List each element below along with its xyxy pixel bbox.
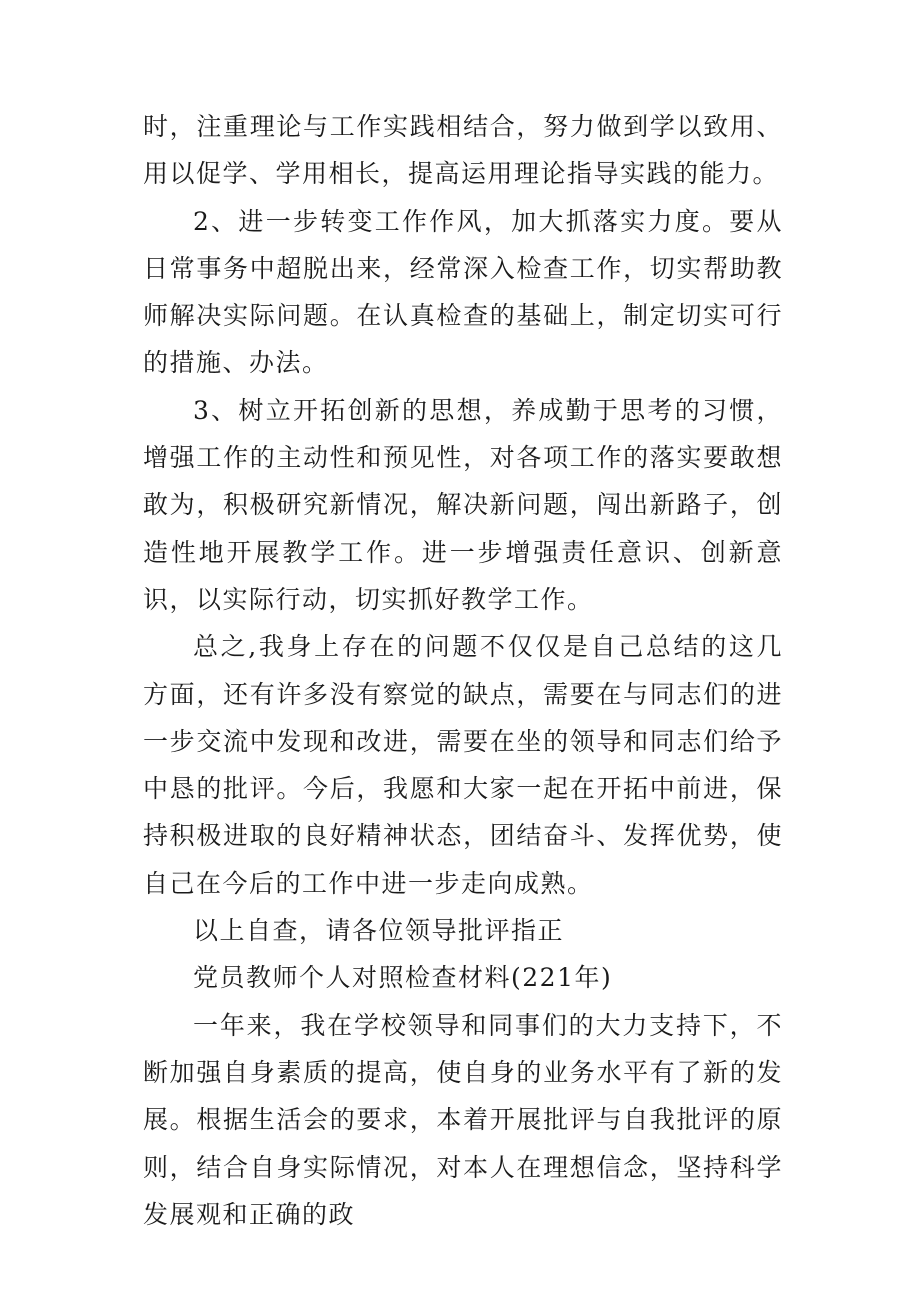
paragraph-continued-text: 时，注重理论与工作实践相结合，努力做到学以致用、用以促学、学用相长，提高运用理论指导实践的能力。 bbox=[143, 112, 783, 189]
section-title: 党员教师个人对照检查材料(221年) bbox=[193, 963, 613, 993]
paragraph-item-2: 2、进一步转变工作作风，加大抓落实力度。要从日常事务中超脱出来，经常深入检查工作，切实帮助教师解决实际问题。在认真检查的基础上，制定切实可行的措施、办法。 bbox=[143, 206, 783, 378]
paragraph-summary: 总之,我身上存在的问题不仅仅是自己总结的这几方面，还有许多没有察觉的缺点，需要在与同志们的进一步交流中发现和改进，需要在坐的领导和同志们给予中恳的批评。今后，我愿和大家一起在开拓中前进，保持积极进取的良好精神状态，团结奋斗、发挥优势，使自己在今后的工作中进一步走向成熟。 bbox=[143, 632, 783, 898]
document-body bbox=[143, 103, 783, 1238]
paragraph-intro: 一年来，我在学校领导和同事们的大力支持下，不断加强自身素质的提高，使自身的业务水平有了新的发展。根据生活会的要求，本着开展批评与自我批评的原则，结合自身实际情况，对本人在理想信念，坚持科学发展观和正确的政 bbox=[143, 1010, 783, 1229]
paragraph-item-3: 3、树立开拓创新的思想，养成勤于思考的习惯，增强工作的主动性和预见性，对各项工作的落实要敢想敢为，积极研究新情况，解决新问题，闯出新路子，创造性地开展教学工作。进一步增强责任意识、创新意识，以实际行动，切实抓好教学工作。 bbox=[143, 395, 783, 614]
paragraph-closing: 以上自查，请各位领导批评指正 bbox=[193, 916, 565, 946]
